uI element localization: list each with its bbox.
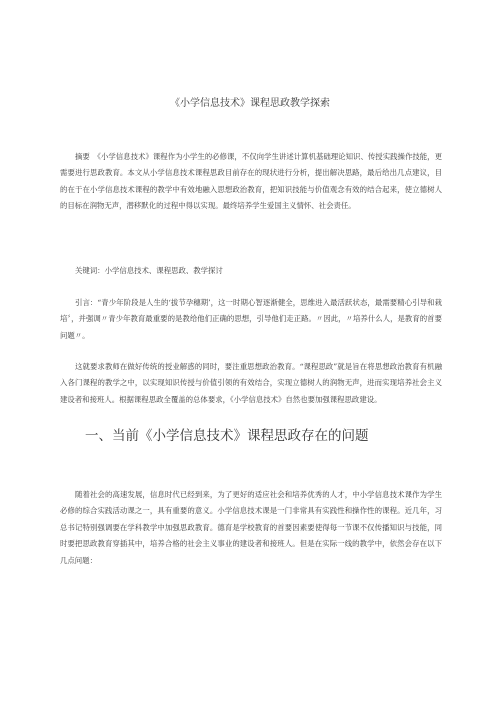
keywords-line: 关键词：小学信息技术、课程思政、教学探讨 [75, 266, 223, 275]
body-paragraph: 这就要求教师在做好传统的授业解惑的同时，要注重思想政治教育。“课程思政”就是旨在将思想政治教育有机融入各门课程的教学之中，以实现知识传授与价值引领的有效结合，实现立德树人的润物无声，进而实现培养社会主义建设者和接班人。根据课程思政全覆盖的总体要求，《小学信息技术》自然也要加强课程思政建设。 [60, 362, 442, 404]
intro-paragraph: 引言：“青少年阶段是人生的‘拔节孕穗期’，这一时期心智逐渐健全，思维进入最活跃状态，最需要精心引导和栽培〞，并强调〃青少年教育最重要的是教给他们正确的思想，引导他们走正路。〃因此，〃培养什么人，是教育的首要问题〃。 [60, 298, 442, 340]
document-title: 《小学信息技术》课程思政教学探索 [170, 98, 330, 109]
section-body-paragraph: 随着社会的高速发展，信息时代已经到来，为了更好的适应社会和培养优秀的人才，中小学信息技术课作为学生必修的综合实践活动课之一，具有重要的意义。小学信息技术课是一门非常具有实践性和操作性的课程。近几年，习总书记特别强调要在学科教学中加强思政教育。德育是学校教育的首要因素要使得每一节课不仅传播知识与技能，同时要把思政教育穿插其中，培养合格的社会主义事业的建设者和接班人。但是在实际一线的教学中，依然会存在以下几点问题： [60, 490, 442, 565]
abstract-paragraph: 摘要 《小学信息技术》课程作为小学生的必修课，不仅向学生讲述计算机基础理论知识、传授实践操作技能，更需要进行思政教育。本文从小学信息技术课程思政目前存在的现状进行分析，提出解决思路，最后给出几点建议，目的在于在小学信息技术课程的教学中有效地融入思想政治教育，把知识技能与价值观念有效的结合起来，使立德树人的目标在润物无声，潜移默化的过程中得以实现。最终培养学生爱国主义情怀、社会责任。 [60, 152, 442, 211]
section-heading: 一、当前《小学信息技术》课程思政存在的问题 [85, 428, 369, 444]
